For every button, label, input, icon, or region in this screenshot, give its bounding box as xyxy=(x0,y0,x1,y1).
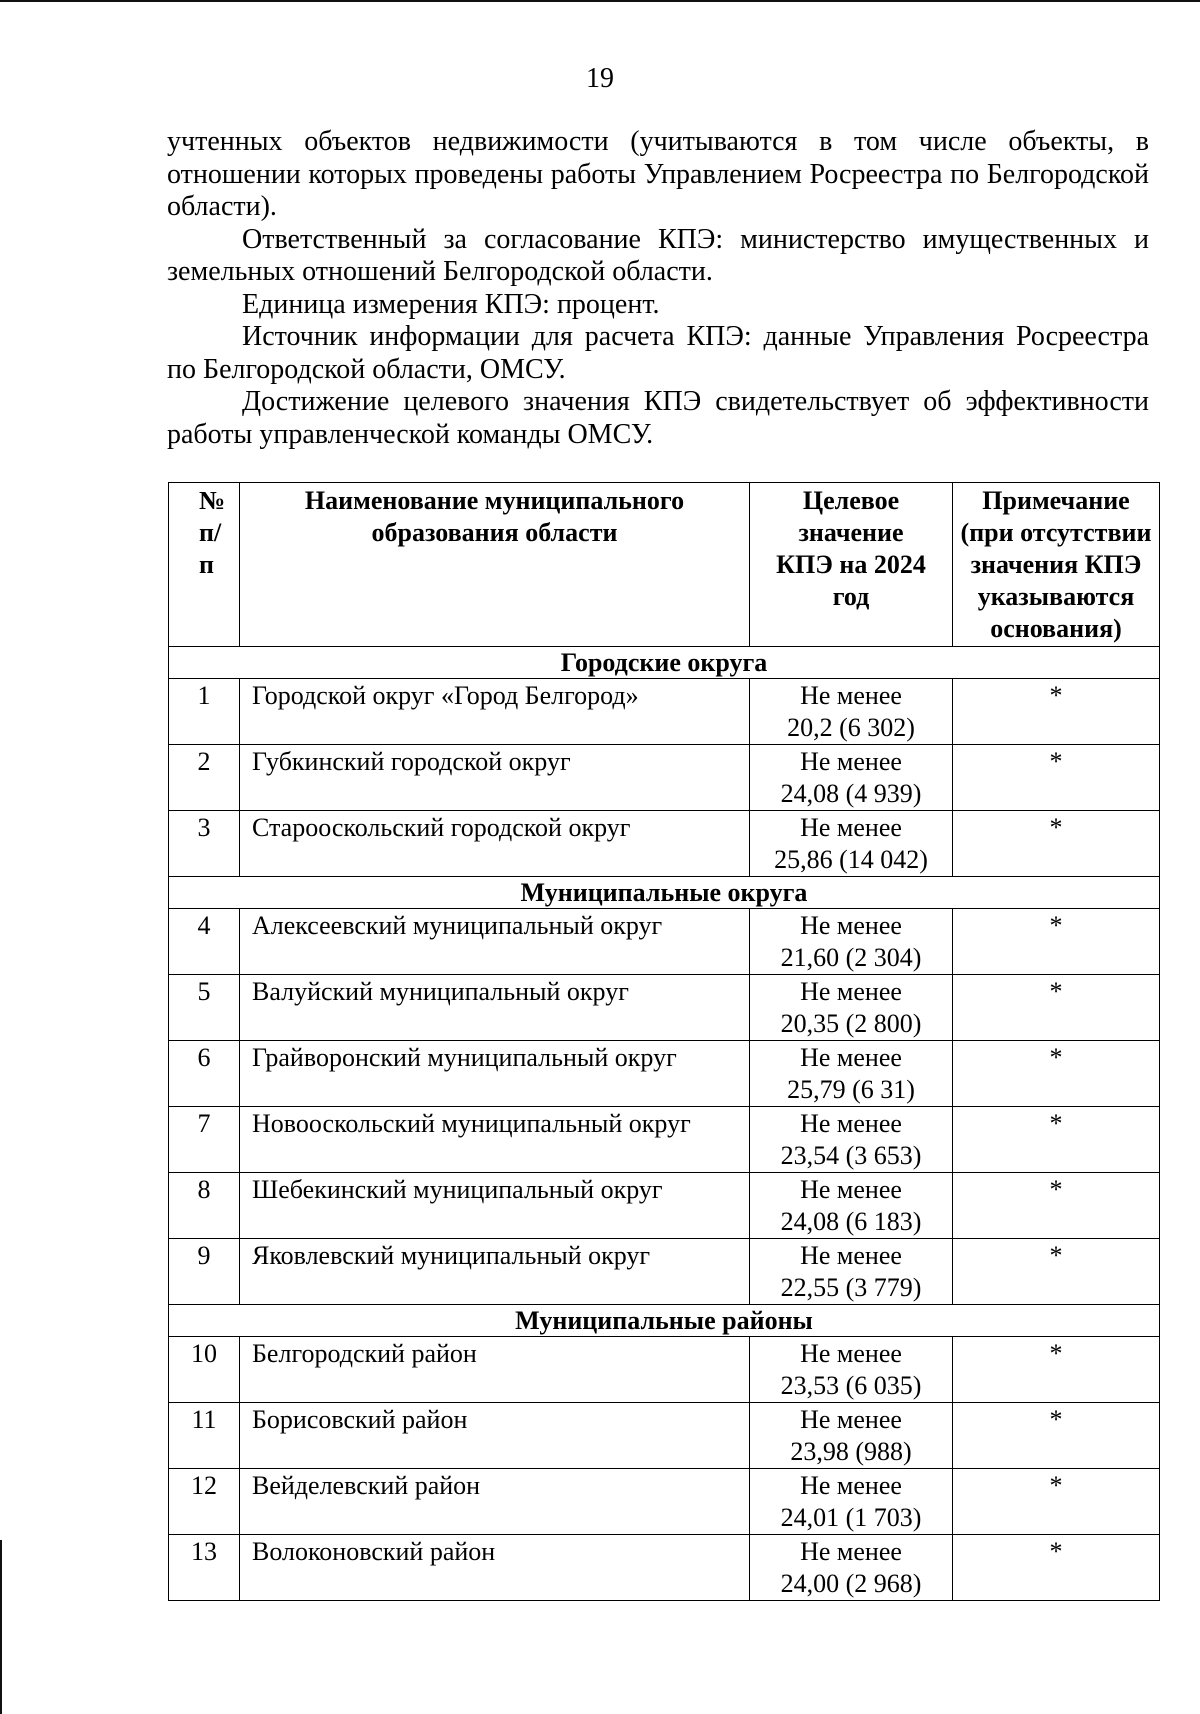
section-title: Городские округа xyxy=(169,647,1160,679)
table-row xyxy=(169,1337,1160,1403)
target-value-cell xyxy=(750,975,953,1041)
section-title: Муниципальные округа xyxy=(169,877,1160,909)
municipality-name: Грайворонский муниципальный округ xyxy=(240,1041,750,1107)
page-number: 19 xyxy=(586,63,614,94)
row-number: 6 xyxy=(169,1041,240,1107)
target-value: 24,08 (4 939) xyxy=(780,779,922,808)
paragraph-achievement: Достижение целевого значения КПЭ свидетельствует об эффективности работы управленческой команды ОМСУ. xyxy=(167,386,1149,450)
target-value-prefix: Не менее xyxy=(800,1175,902,1204)
target-value-cell xyxy=(750,1239,953,1305)
scan-edge-left xyxy=(0,1540,2,1714)
row-number: 11 xyxy=(169,1403,240,1469)
target-value: 23,54 (3 653) xyxy=(780,1141,922,1170)
row-number: 7 xyxy=(169,1107,240,1173)
header-num: № п/п xyxy=(169,483,240,647)
table-row xyxy=(169,811,1160,877)
table-row xyxy=(169,745,1160,811)
paragraph-source: Источник информации для расчета КПЭ: данные Управления Росреестра по Белгородской области, ОМСУ. xyxy=(167,321,1149,385)
note-asterisk: * xyxy=(953,1469,1160,1535)
table-row xyxy=(169,679,1160,745)
municipality-name: Губкинский городской округ xyxy=(240,745,750,811)
note-asterisk: * xyxy=(953,1337,1160,1403)
note-asterisk: * xyxy=(953,975,1160,1041)
target-value-cell xyxy=(750,679,953,745)
table-row xyxy=(169,909,1160,975)
note-asterisk: * xyxy=(953,1107,1160,1173)
target-value-cell xyxy=(750,1535,953,1601)
note-asterisk: * xyxy=(953,1239,1160,1305)
target-value: 20,2 (6 302) xyxy=(787,713,915,742)
target-value-cell xyxy=(750,1337,953,1403)
target-value: 20,35 (2 800) xyxy=(780,1009,922,1038)
note-asterisk: * xyxy=(953,745,1160,811)
municipality-name: Белгородский район xyxy=(240,1337,750,1403)
target-value-prefix: Не менее xyxy=(800,1043,902,1072)
target-value-cell xyxy=(750,811,953,877)
row-number: 5 xyxy=(169,975,240,1041)
target-value-prefix: Не менее xyxy=(800,681,902,710)
header-note: Примечание (при отсутствии значения КПЭ указываются основания) xyxy=(953,483,1160,647)
scan-edge-top xyxy=(0,0,1200,2)
municipality-name: Борисовский район xyxy=(240,1403,750,1469)
target-value: 23,53 (6 035) xyxy=(780,1371,922,1400)
municipality-name: Новооскольский муниципальный округ xyxy=(240,1107,750,1173)
paragraph-continuation: учтенных объектов недвижимости (учитываются в том числе объекты, в отношении которых проведены работы Управлением Росреестра по Белгородской области). xyxy=(167,126,1149,222)
target-value-cell xyxy=(750,745,953,811)
table-row xyxy=(169,1239,1160,1305)
section-row xyxy=(169,877,1160,909)
table-row xyxy=(169,1535,1160,1601)
table-row xyxy=(169,1173,1160,1239)
section-row xyxy=(169,647,1160,679)
table-row xyxy=(169,1107,1160,1173)
section-row xyxy=(169,1305,1160,1337)
section-title: Муниципальные районы xyxy=(169,1305,1160,1337)
note-asterisk: * xyxy=(953,679,1160,745)
body-text xyxy=(167,126,1149,451)
target-value-prefix: Не менее xyxy=(800,911,902,940)
target-value-cell xyxy=(750,1469,953,1535)
target-value-cell xyxy=(750,1107,953,1173)
target-value: 25,79 (6 31) xyxy=(787,1075,915,1104)
target-value-cell xyxy=(750,1173,953,1239)
municipality-name: Городской округ «Город Белгород» xyxy=(240,679,750,745)
target-value-prefix: Не менее xyxy=(800,1471,902,1500)
municipality-name: Вейделевский район xyxy=(240,1469,750,1535)
target-value: 22,55 (3 779) xyxy=(780,1273,922,1302)
paragraph-unit: Единица измерения КПЭ: процент. xyxy=(242,288,660,320)
municipality-name: Шебекинский муниципальный округ xyxy=(240,1173,750,1239)
target-value-cell xyxy=(750,1041,953,1107)
table-row xyxy=(169,1469,1160,1535)
note-asterisk: * xyxy=(953,909,1160,975)
note-asterisk: * xyxy=(953,1173,1160,1239)
municipality-name: Волоконовский район xyxy=(240,1535,750,1601)
row-number: 3 xyxy=(169,811,240,877)
note-asterisk: * xyxy=(953,811,1160,877)
target-value-prefix: Не менее xyxy=(800,1405,902,1434)
target-value-prefix: Не менее xyxy=(800,1339,902,1368)
row-number: 8 xyxy=(169,1173,240,1239)
target-value-prefix: Не менее xyxy=(800,1537,902,1566)
target-value: 23,98 (988) xyxy=(790,1437,912,1466)
target-value-prefix: Не менее xyxy=(800,747,902,776)
municipality-name: Старооскольский городской округ xyxy=(240,811,750,877)
target-value-prefix: Не менее xyxy=(800,1241,902,1270)
target-value: 24,00 (2 968) xyxy=(780,1569,922,1598)
row-number: 12 xyxy=(169,1469,240,1535)
row-number: 1 xyxy=(169,679,240,745)
table-row xyxy=(169,1403,1160,1469)
target-value-cell xyxy=(750,1403,953,1469)
municipality-name: Алексеевский муниципальный округ xyxy=(240,909,750,975)
target-value-cell xyxy=(750,909,953,975)
table-row xyxy=(169,1041,1160,1107)
row-number: 9 xyxy=(169,1239,240,1305)
table-row xyxy=(169,975,1160,1041)
target-value-prefix: Не менее xyxy=(800,1109,902,1138)
table-body xyxy=(169,647,1160,1601)
municipality-name: Яковлевский муниципальный округ xyxy=(240,1239,750,1305)
target-value: 21,60 (2 304) xyxy=(780,943,922,972)
target-value: 24,08 (6 183) xyxy=(780,1207,922,1236)
target-value: 24,01 (1 703) xyxy=(780,1503,922,1532)
row-number: 13 xyxy=(169,1535,240,1601)
row-number: 10 xyxy=(169,1337,240,1403)
target-value: 25,86 (14 042) xyxy=(774,845,928,874)
header-name: Наименование муниципального образования области xyxy=(240,483,750,647)
target-value-prefix: Не менее xyxy=(800,813,902,842)
note-asterisk: * xyxy=(953,1535,1160,1601)
note-asterisk: * xyxy=(953,1041,1160,1107)
paragraph-responsible: Ответственный за согласование КПЭ: министерство имущественных и земельных отношений Белгородской области. xyxy=(167,223,1149,287)
municipality-name: Валуйский муниципальный округ xyxy=(240,975,750,1041)
header-target: Целевое значение КПЭ на 2024 год xyxy=(750,483,953,647)
target-value-prefix: Не менее xyxy=(800,977,902,1006)
row-number: 2 xyxy=(169,745,240,811)
note-asterisk: * xyxy=(953,1403,1160,1469)
row-number: 4 xyxy=(169,909,240,975)
kpe-table xyxy=(168,482,1160,1601)
